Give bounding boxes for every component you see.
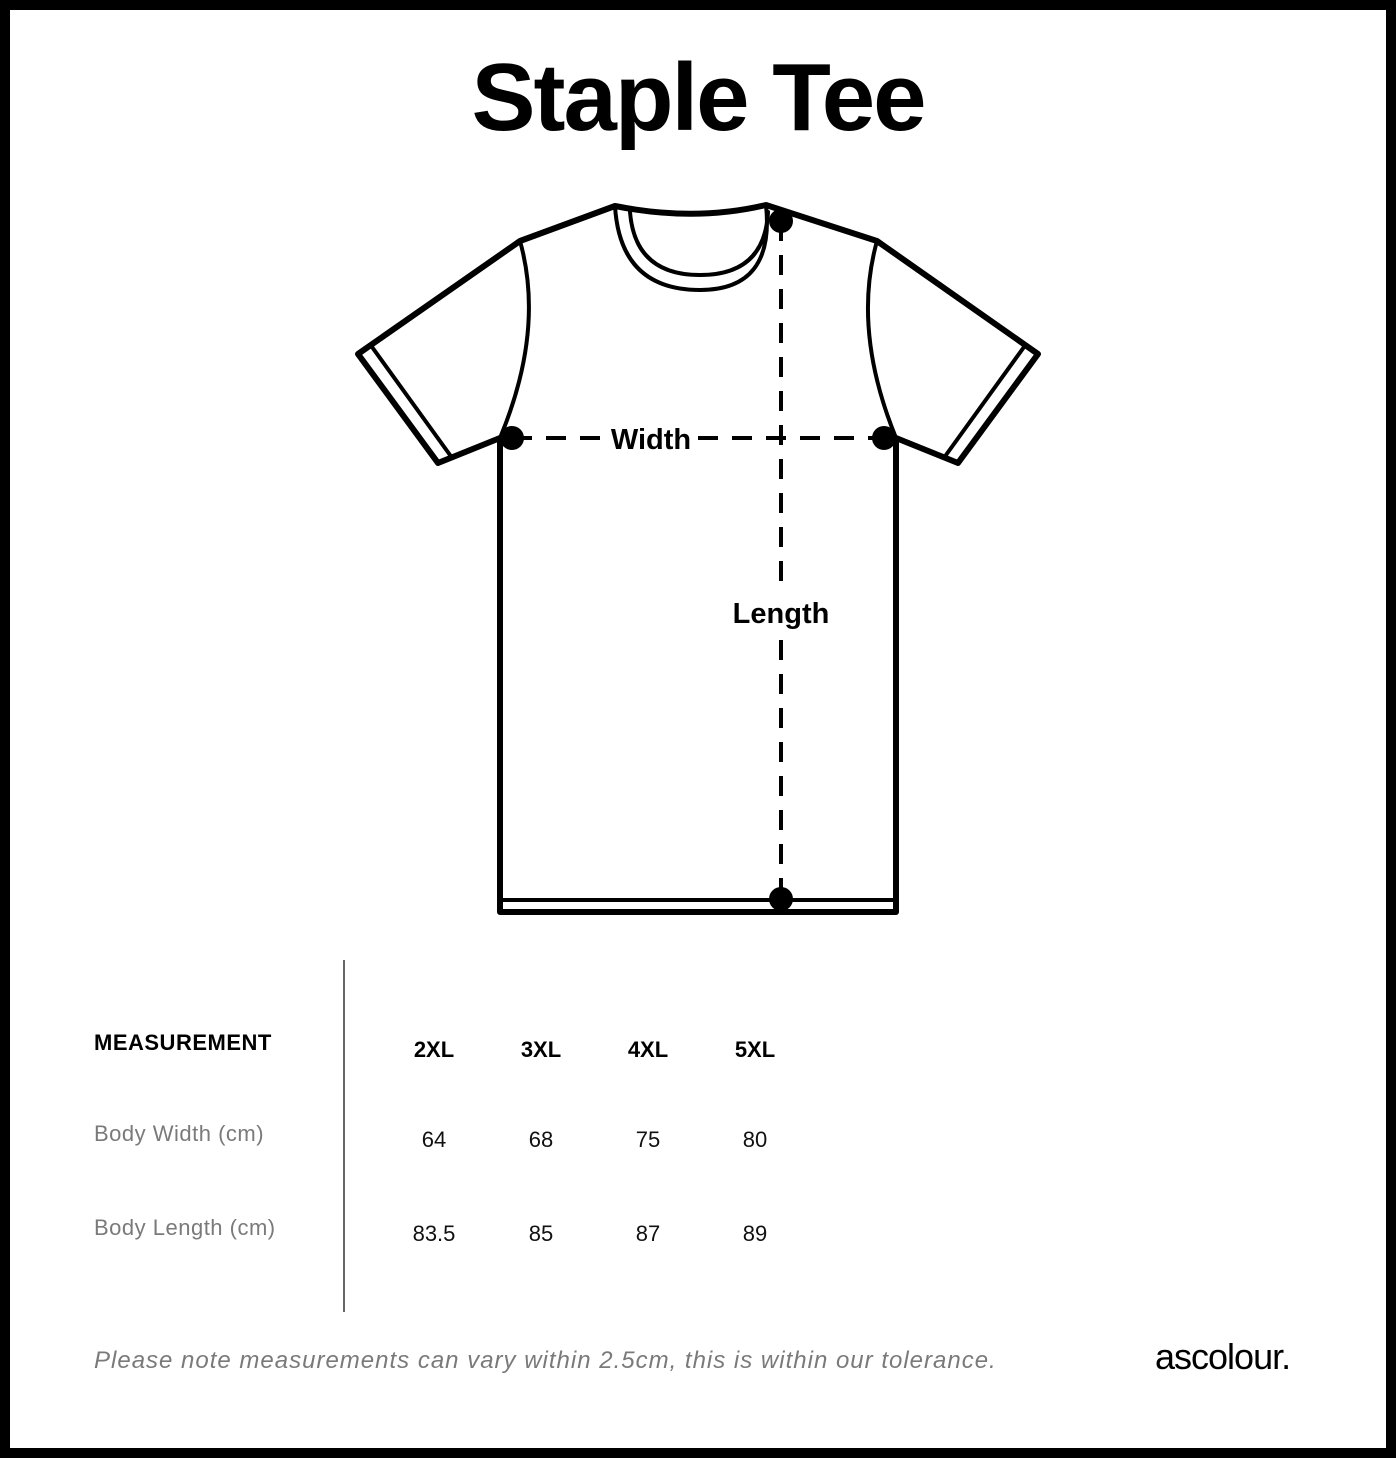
- collar-rib: [615, 205, 767, 290]
- body-width-5xl: 80: [742, 1127, 768, 1152]
- width-point-left: [500, 426, 524, 450]
- body-length-2xl: 83.5: [412, 1221, 456, 1246]
- body-width-3xl: 68: [528, 1127, 554, 1152]
- right-cuff-line: [946, 347, 1024, 455]
- length-point-top: [769, 209, 793, 233]
- length-point-bottom: [769, 887, 793, 911]
- size-header-3xl: 3XL: [520, 1037, 562, 1062]
- page-title: Staple Tee: [471, 44, 925, 151]
- body-length-3xl: 85: [528, 1221, 554, 1246]
- tolerance-note: Please note measurements can vary within 2.5cm, this is within our tolerance.: [94, 1347, 997, 1374]
- brand-logo: ascolour.: [1155, 1336, 1291, 1377]
- body-width-2xl: 64: [421, 1127, 447, 1152]
- row-label-body-width: Body Width (cm): [94, 1121, 265, 1146]
- width-label: Width: [610, 424, 692, 456]
- left-sleeve-seam: [500, 241, 529, 438]
- body-length-4xl: 87: [635, 1221, 661, 1246]
- length-label: Length: [732, 598, 830, 630]
- measurement-header: MEASUREMENT: [94, 1030, 272, 1055]
- tshirt-outline: [358, 205, 1038, 912]
- body-width-4xl: 75: [635, 1127, 661, 1152]
- size-header-2xl: 2XL: [413, 1037, 455, 1062]
- width-point-right: [872, 426, 896, 450]
- size-header-4xl: 4XL: [627, 1037, 669, 1062]
- collar-inner: [630, 212, 768, 275]
- body-length-5xl: 89: [742, 1221, 768, 1246]
- row-label-body-length: Body Length (cm): [94, 1215, 276, 1240]
- table-divider: [343, 960, 345, 1312]
- right-sleeve-seam: [868, 241, 896, 438]
- left-cuff-line: [372, 347, 450, 455]
- size-header-5xl: 5XL: [734, 1037, 776, 1062]
